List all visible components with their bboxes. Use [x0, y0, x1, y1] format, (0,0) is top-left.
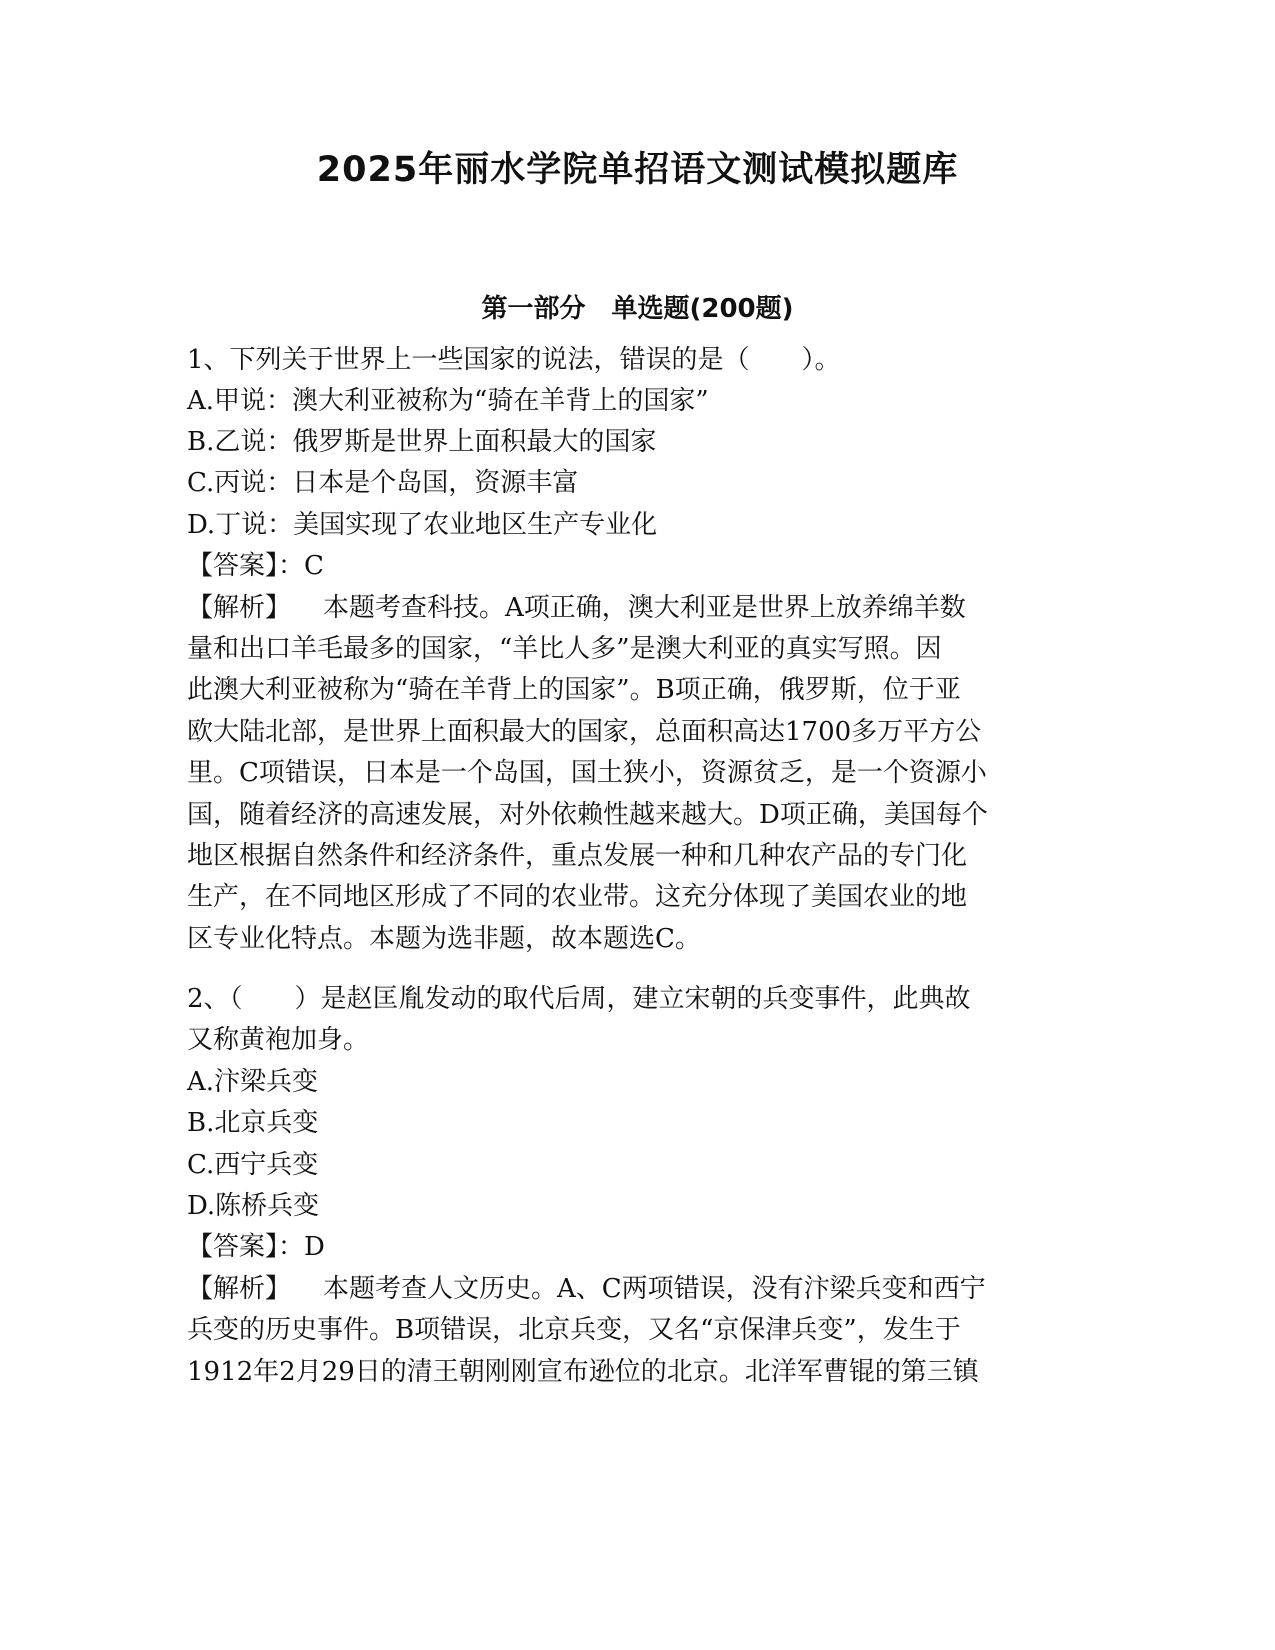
- question-1-analysis-line: 里。C项错误，日本是一个岛国，国土狭小，资源贫乏，是一个资源小: [187, 758, 987, 788]
- document-title: 2025年丽水学院单招语文测试模拟题库: [316, 150, 959, 190]
- question-1-analysis-text: 本题考查科技。A项正确，澳大利亚是世界上放养绵羊数: [323, 593, 966, 623]
- question-2-analysis-first-line: [187, 1269, 1087, 1309]
- question-1-analysis-line: 区专业化特点。本题为选非题，故本题选C。: [187, 924, 701, 954]
- question-1-stem: 1、下列关于世界上一些国家的说法，错误的是（ ）。: [187, 345, 841, 375]
- question-1-analysis-first-line: [187, 588, 1087, 628]
- question-1-option-c: C.丙说：日本是个岛国，资源丰富: [187, 468, 579, 498]
- question-1-answer: 【答案】：C: [187, 551, 324, 581]
- question-2-option-c: C.西宁兵变: [187, 1150, 319, 1180]
- question-2-analysis-line: 1912年2月29日的清王朝刚刚宣布逊位的北京。北洋军曹锟的第三镇: [187, 1357, 979, 1387]
- question-2-stem: 2、（ ）是赵匡胤发动的取代后周，建立宋朝的兵变事件，此典故: [187, 984, 971, 1014]
- question-2-analysis-text: 本题考查人文历史。A、C两项错误，没有汴梁兵变和西宁: [323, 1274, 986, 1304]
- question-2-option-a: A.汴梁兵变: [187, 1067, 319, 1097]
- question-1-option-a: A.甲说：澳大利亚被称为“骑在羊背上的国家”: [187, 386, 709, 416]
- question-1-option-d: D.丁说：美国实现了农业地区生产专业化: [187, 510, 658, 540]
- question-2-analysis-line: 兵变的历史事件。B项错误，北京兵变，又名“京保津兵变”，发生于: [187, 1315, 961, 1345]
- question-1-analysis-line: 欧大陆北部，是世界上面积最大的国家，总面积高达1700多万平方公: [187, 717, 982, 747]
- section-heading: 第一部分 单选题(200题): [481, 294, 794, 324]
- question-2-stem-continued: 又称黄袍加身。: [187, 1025, 370, 1055]
- question-2-answer: 【答案】：D: [187, 1232, 325, 1262]
- question-1-analysis-line: 地区根据自然条件和经济条件，重点发展一种和几种农产品的专门化: [187, 841, 968, 871]
- question-1-analysis-line: 此澳大利亚被称为“骑在羊背上的国家”。B项正确，俄罗斯，位于亚: [187, 675, 961, 705]
- question-1-option-b: B.乙说：俄罗斯是世界上面积最大的国家: [187, 427, 657, 457]
- question-2-option-b: B.北京兵变: [187, 1108, 319, 1138]
- question-1-analysis-line: 生产，在不同地区形成了不同的农业带。这充分体现了美国农业的地: [187, 882, 968, 912]
- question-1-analysis-line: 量和出口羊毛最多的国家，“羊比人多”是澳大利亚的真实写照。因: [187, 634, 942, 664]
- question-2-option-d: D.陈桥兵变: [187, 1191, 320, 1221]
- question-1-analysis-line: 国，随着经济的高速发展，对外依赖性越来越大。D项正确，美国每个: [187, 800, 988, 830]
- question-2-analysis-label: 【解析】: [187, 1274, 292, 1304]
- question-1-analysis-label: 【解析】: [187, 593, 292, 623]
